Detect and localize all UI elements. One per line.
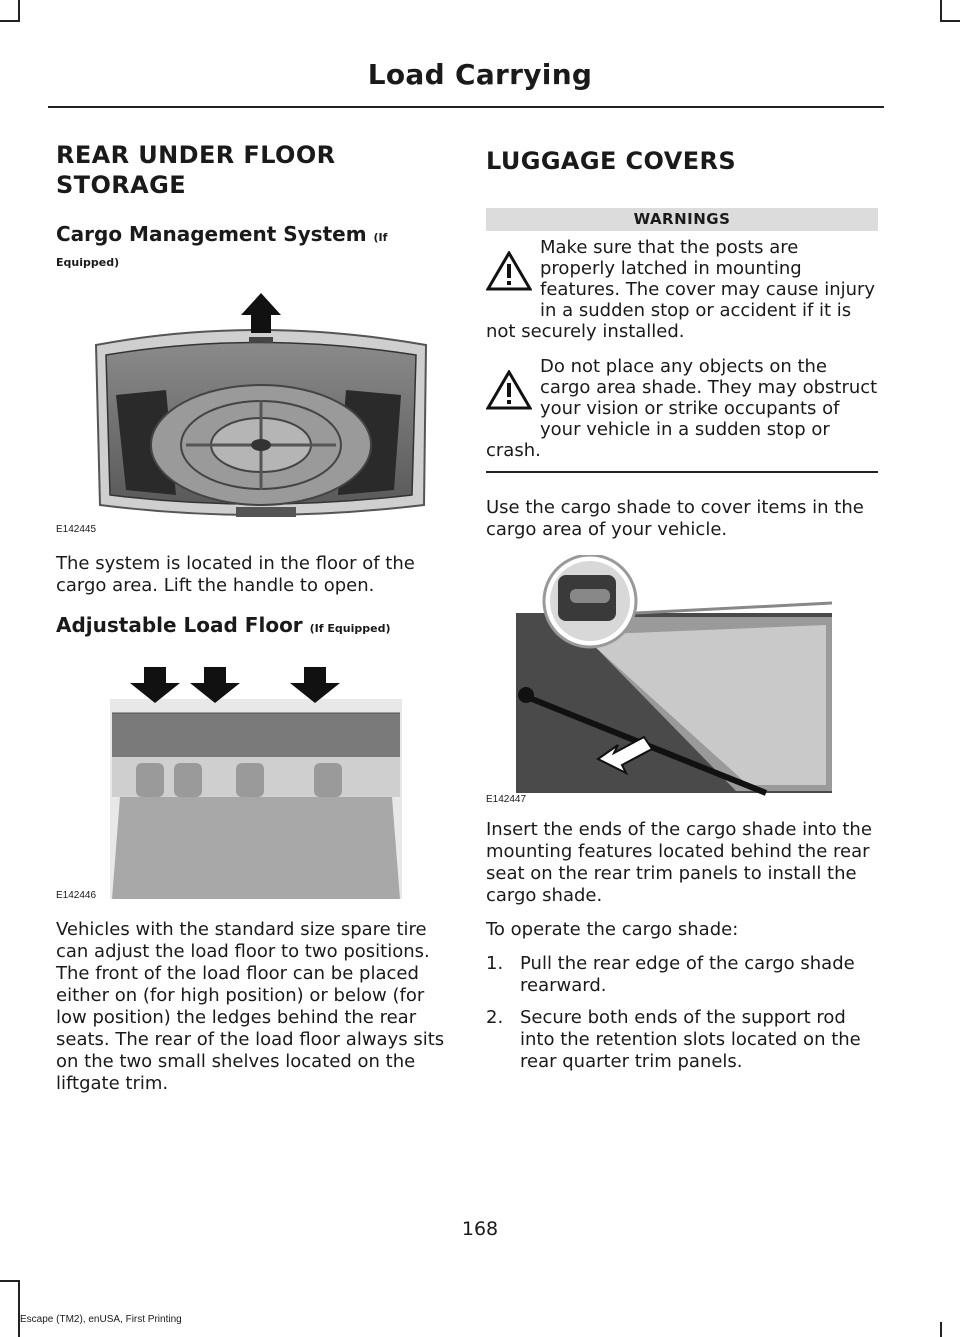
- warning-triangle-icon: [486, 370, 532, 410]
- warning-2: Do not place any objects on the cargo area shade. They may obstruct your vision or strike occupants of your vehicle in a sudden stop or crash.: [486, 356, 878, 461]
- down-arrow-icon: [130, 667, 180, 703]
- cargo-management-text: The system is located in the floor of the cargo area. Lift the handle to open.: [56, 553, 415, 596]
- list-item: 1. Pull the rear edge of the cargo shade rearward.: [486, 953, 855, 996]
- adjustable-load-floor-heading: Adjustable Load Floor (If Equipped): [56, 613, 391, 637]
- page-header-title: Load Carrying: [367, 58, 593, 91]
- luggage-cover-intro: Use the cargo shade to cover items in the cargo area of your vehicle.: [486, 497, 864, 540]
- figure-cargo-management: [56, 285, 448, 535]
- crop-mark: [0, 20, 20, 22]
- figure-code: E142447: [486, 794, 527, 805]
- crop-mark: [940, 1322, 942, 1337]
- figure-cargo-shade: [486, 555, 878, 805]
- page-number: 168: [461, 1218, 499, 1240]
- list-item: 2. Secure both ends of the support rod into the retention slots located on the rear quarter trim panels.: [486, 1007, 861, 1072]
- cargo-floor-illustration: [56, 285, 448, 535]
- down-arrow-icon: [190, 667, 240, 703]
- left-column: [56, 140, 448, 1095]
- lift-arrow-icon: [241, 293, 281, 333]
- down-arrow-icon: [290, 667, 340, 703]
- edition-footer: Escape (TM2), enUSA, First Printing: [20, 1314, 182, 1325]
- crop-mark: [940, 0, 942, 22]
- cargo-shade-illustration: [486, 555, 878, 805]
- crop-mark: [18, 0, 20, 22]
- right-column: [486, 140, 878, 1083]
- adjustable-load-floor-text: Vehicles with the standard size spare tire can adjust the load floor to two positions. The front of the load floor can be placed either on (for high position) or below (for low position) the ledges behind the rear seats. The rear of the load floor always sits on the two small shelves located on the liftgate trim.: [56, 919, 445, 1094]
- warnings-end-rule: [486, 471, 878, 473]
- load-floor-illustration: [56, 653, 448, 901]
- operate-steps: [486, 953, 878, 1073]
- operate-label: To operate the cargo shade:: [486, 919, 739, 940]
- cargo-management-title: Cargo Management System: [56, 222, 367, 246]
- crop-mark: [18, 1280, 20, 1337]
- crop-mark: [0, 1280, 20, 1282]
- warnings-label: WARNINGS: [486, 208, 878, 231]
- figure-code: E142445: [56, 524, 97, 535]
- header-rule: [48, 106, 884, 108]
- figure-adjustable-load-floor: [56, 653, 448, 901]
- install-text: Insert the ends of the cargo shade into the mounting features located behind the rear seat on the rear trim panels to install the cargo shade.: [486, 819, 872, 906]
- section-title-rear-under-floor: REAR UNDER FLOOR STORAGE: [56, 141, 336, 199]
- crop-mark: [940, 20, 960, 22]
- cargo-management-heading: Cargo Management System (If Equipped): [56, 222, 388, 269]
- section-title-luggage-covers: LUGGAGE COVERS: [486, 147, 737, 175]
- warning-triangle-icon: [486, 251, 532, 291]
- warning-1: Make sure that the posts are properly latched in mounting features. The cover may cause injury in a sudden stop or accident if it is not securely installed.: [486, 237, 876, 342]
- figure-code: E142446: [56, 890, 97, 901]
